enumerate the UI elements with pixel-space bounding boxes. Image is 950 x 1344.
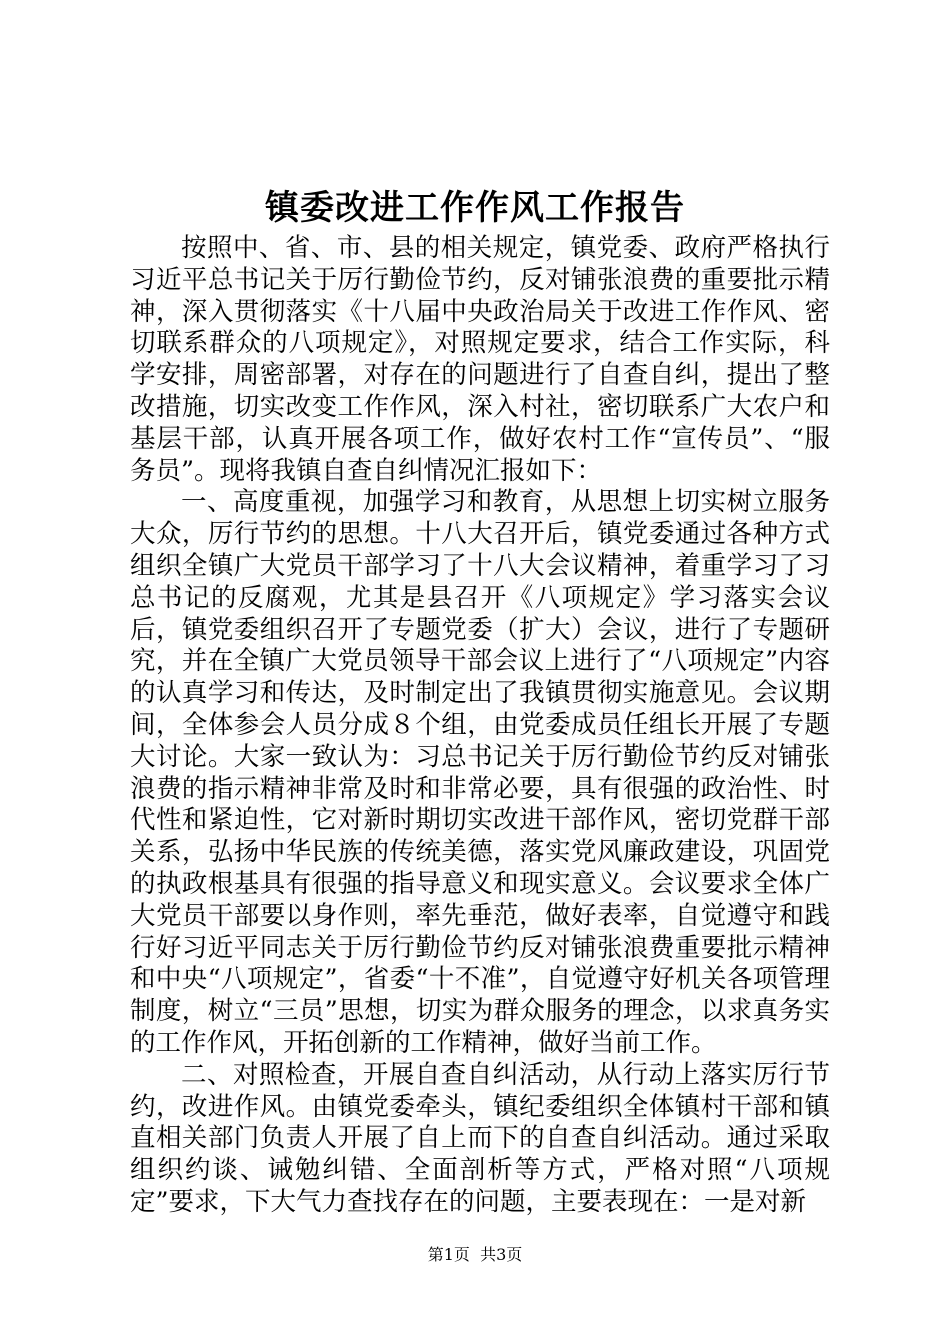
paragraph-section-two: 二、对照检查，开展自查自纠活动，从行动上落实厉行节约，改进作风。由镇党委牵头，镇纪委组织全体镇村干部和镇直相关部门负责人开展了自上而下的自查自纠活动。通过采取组织约谈、诫勉纠错、全面剖析等方式，严格对照“八项规定”要求，下大气力查找存在的问题，主要表现在：一是对新 (130, 1059, 830, 1217)
page-footer (0, 1244, 950, 1266)
footer-spacer (470, 1245, 480, 1264)
page-number: 第1页 (427, 1245, 470, 1264)
paragraph-section-one: 一、高度重视，加强学习和教育，从思想上切实树立服务大众，厉行节约的思想。十八大召开后，镇党委通过各种方式组织全镇广大党员干部学习了十八大会议精神，着重学习了习总书记的反腐观，尤其是县召开《八项规定》学习落实会议后，镇党委组织召开了专题党委（扩大）会议，进行了专题研究，并在全镇广大党员领导干部会议上进行了“八项规定”内容的认真学习和传达，及时制定出了我镇贯彻实施意见。会议期间，全体参会人员分成８个组，由党委成员任组长开展了专题大讨论。大家一致认为：习总书记关于厉行勤俭节约反对铺张浪费的指示精神非常及时和非常必要，具有很强的政治性、时代性和紧迫性，它对新时期切实改进干部作风，密切党群干部关系，弘扬中华民族的传统美德，落实党风廉政建设，巩固党的执政根基具有很强的指导意义和现实意义。会议要求全体广大党员干部要以身作则，率先垂范，做好表率，自觉遵守和践行好习近平同志关于厉行勤俭节约反对铺张浪费重要批示精神和中央“八项规定”，省委“十不准”，自觉遵守好机关各项管理制度，树立“三员”思想，切实为群众服务的理念，以求真务实的工作作风，开拓创新的工作精神，做好当前工作。 (130, 487, 830, 1058)
paragraph-intro: 按照中、省、市、县的相关规定，镇党委、政府严格执行习近平总书记关于厉行勤俭节约，反对铺张浪费的重要批示精神，深入贯彻落实《十八届中央政治局关于改进工作作风、密切联系群众的八项规定》，对照规定要求，结合工作实际，科学安排，周密部署，对存在的问题进行了自查自纠，提出了整改措施，切实改变工作作风，深入村社，密切联系广大农户和基层干部，认真开展各项工作，做好农村工作“宣传员”、“服务员”。现将我镇自查自纠情况汇报如下： (130, 233, 830, 486)
page-total: 共3页 (480, 1245, 523, 1264)
document-title: 镇委改进工作作风工作报告 (265, 188, 685, 228)
document-body (130, 233, 830, 1219)
